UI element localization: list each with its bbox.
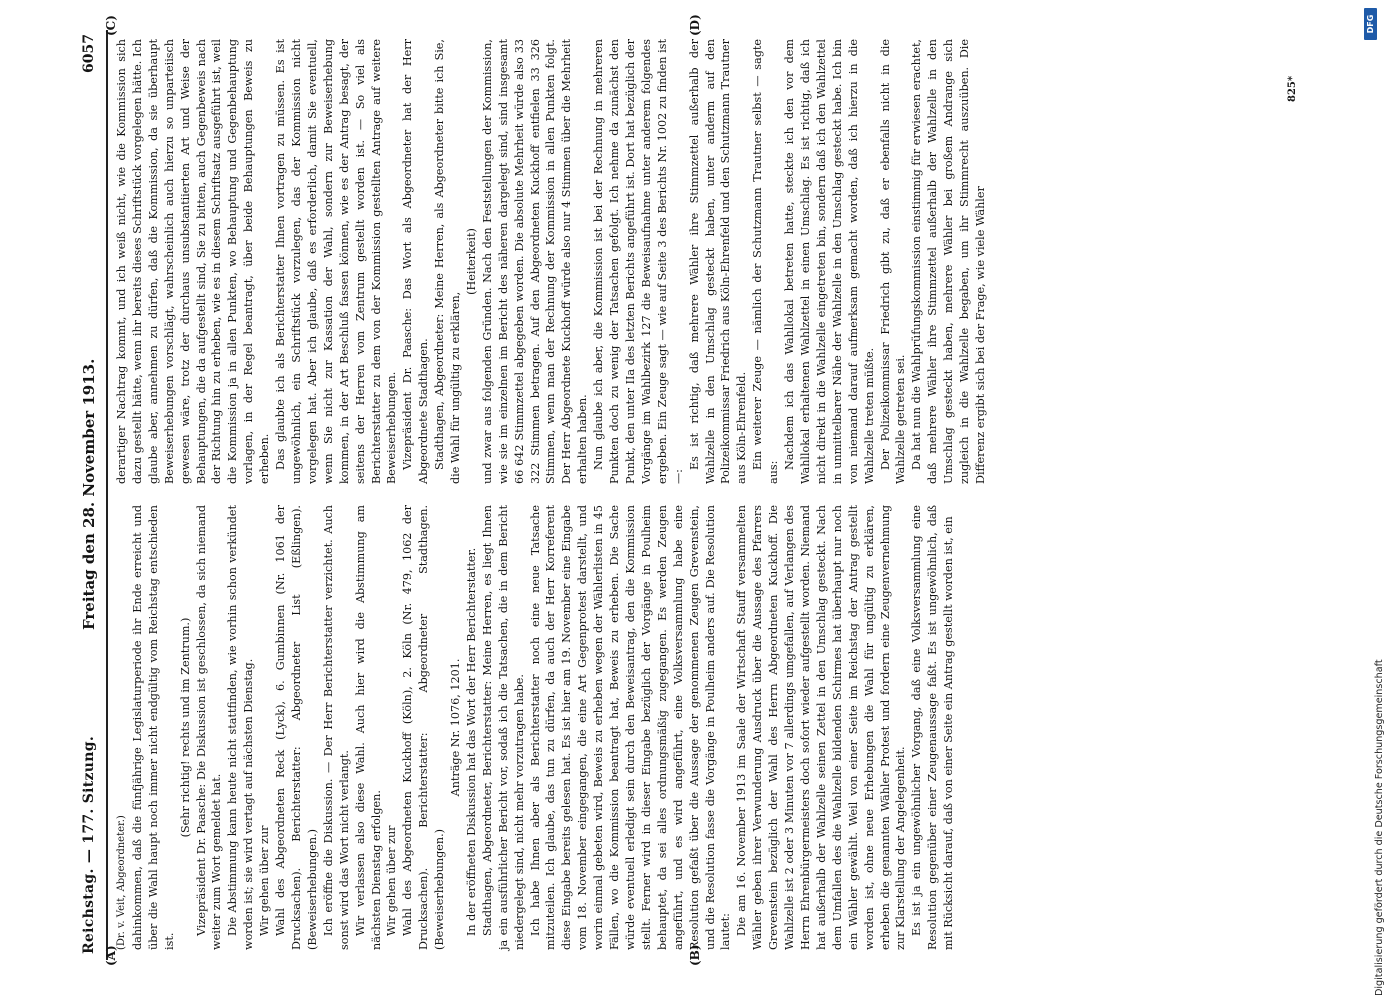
paragraph: Stadthagen, Abgeordneter: Meine Herren, als Abgeordneter bitte ich Sie, die Wahl für ungültig zu erklären, bbox=[433, 39, 463, 484]
header-session: Reichstag. — 177. Sitzung. bbox=[81, 735, 97, 954]
margin-marker-b: (B) bbox=[688, 944, 702, 966]
paragraph: und zwar aus folgenden Gründen. Nach den Feststellungen der Kommission, wie sie im einzelnen im Bericht des näheren dargelegt sind, sind insgesamt 66 642 Stimmzettel abgegeben worden. Die absolute Mehrheit würde also 33 322 Stimmen betragen. Auf den Abgeordneten Kuckhoff entfielen 33 326 Stimmen, wenn man der Rechnung der Kommission in allen Punkten folgt. Der Herr Abgeordnete Kuckhoff würde also nur 4 Stimmen über die Mehrheit erhalten haben. bbox=[480, 39, 590, 484]
paragraph: Stadthagen, Abgeordneter, Berichterstatter: Meine Herren, es liegt Ihnen ja ein ausführlicher Bericht vor, sodaß ich die Tatsachen, die in dem Bericht niedergelegt sind, nicht mehr vorzutragen habe. bbox=[480, 505, 526, 950]
paragraph: Da hat nun die Wahlprüfungskommission einstimmig für erwiesen erachtet, daß mehrere Wähler ihre Stimmzettel außerhalb der Wahlzelle in den Umschlag gesteckt haben, mehrere Wähler bei großem Andrange sich zugleich in die Wahlzelle begaben, um ihr Stimmrecht auszuüben. Die Differenz ergibt sich bei der Frage, wie viele Wähler bbox=[910, 39, 987, 484]
header-date: Freitag den 28. November 1913. bbox=[80, 358, 98, 630]
paragraph: Wahl des Abgeordneten Reck (Lyck), 6. Gumbinnen (Nr. 1061 der Drucksachen). Berichterstatter: Abgeordneter List (Eßlingen). (Beweiserhebungen.) bbox=[274, 505, 319, 950]
paragraph: In der eröffneten Diskussion hat das Wort der Herr Berichterstatter. bbox=[464, 547, 478, 936]
paragraph: Anträge Nr. 1076, 1201. bbox=[449, 658, 463, 797]
paragraph: Die Abstimmung kann heute nicht stattfinden, wie vorhin schon verkündet worden ist; sie wird vertagt auf nächsten Dienstag. bbox=[226, 505, 256, 950]
dfg-logo bbox=[1364, 8, 1377, 40]
paragraph: (Sehr richtig! rechts und im Zentrum.) bbox=[178, 617, 192, 838]
margin-marker-c: (C) bbox=[104, 15, 118, 36]
margin-marker-d: (D) bbox=[688, 14, 702, 36]
credit-text: Digitalisierung gefördert durch die Deutsche Forschungsgemeinschaft bbox=[1374, 659, 1385, 996]
paragraph: Nachdem ich das Wahllokal betreten hatte, steckte ich den vor dem Wahllokal erhaltenen Wahlzettel in einen Umschlag. Es ist richtig, daß ich nicht direkt in die Wahlzelle eingetreten bin, sondern daß ich den Wahlzettel in unmittelbarer Nähe der Wahlzelle in den Umschlag gesteckt habe. Ich bin von niemand darauf aufmerksam gemacht worden, daß ich hierzu in die Wahlzelle treten müßte. bbox=[783, 39, 876, 484]
paragraph: Nun glaube ich aber, die Kommission ist bei der Rechnung in mehreren Punkten doch zu wenig der Tatsachen gefolgt. Ich nehme da zunächst den Punkt, den unter IIa des letzten Berichts angeführt ist. Dort hat bezüglich der Vorgänge im Wahlbezirk 127 die Beweisaufnahme unter anderem folgendes ergeben. Ein Zeuge sagt — wie auf Seite 3 des Berichts Nr. 1002 zu finden ist —: bbox=[592, 39, 685, 484]
paragraph: dahinkommen, daß die fünfjährige Legislaturperiode ihr Ende erreicht und über die Wahl haupt noch immer nicht endgültig vom Reichstag entschieden ist. bbox=[130, 505, 176, 950]
page-number: 6057 bbox=[81, 34, 97, 73]
paragraph: (Dr. v. Veit, Abgeordneter.) bbox=[116, 815, 127, 950]
margin-marker-a: (A) bbox=[104, 945, 118, 966]
paragraph: Wir gehen über zur bbox=[258, 825, 272, 936]
paragraph: Die am 16. November 1913 im Saale der Wirtschaft Stauff versammelten Wähler geben ihrer Verwunderung Ausdruck über die Aussage des Pfarrers Grevenstein bezüglich der Wahl des Herrn Abgeordneten Kuckhoff. Die Wahlzelle ist 2 oder 3 Minuten vor 7 allerdings umgefallen, auf Verlangen des Herrn Ehrenbürgermeisters doch sofort wieder aufgestellt worden. Niemand hat außerhalb der Wahlzelle seinen Zettel in den Umschlag gesteckt. Nach dem Umfallen des die Wahlzelle bildenden Schirmes hat überhaupt nur noch ein Wähler gewählt. Weil von einer Seite im Reichstag der Antrag gestellt worden ist, ohne neue Erhebungen die Wahl für ungültig zu erklären, erheben die genannten Wähler Protest und fordern eine Zeugenvernehmung zur Klarstellung der Angelegenheit. bbox=[735, 505, 908, 950]
paragraph: Ein weiterer Zeuge — nämlich der Schutzmann Trautner selbst — sagte aus: bbox=[751, 39, 781, 484]
paragraph: Vizepräsident Dr. Paasche: Die Diskussion ist geschlossen, da sich niemand weiter zum Wort gemeldet hat. bbox=[194, 505, 224, 950]
rotated-newspaper-page bbox=[80, 14, 1310, 966]
paragraph: derartiger Nachtrag kommt, und ich weiß nicht, wie die Kommission sich dazu gestellt hätte, wenn ihr bereits dieses Schriftstück vorgelegen hätte. Ich glaube aber, annehmen zu dürfen, daß die Kommission, da sie überhaupt Beweiserhebungen vorschlägt, wahrscheinlich auch hierzu so unparteiisch gewesen wäre, trotz der durchaus unsubstantiierten Art und Weise der Behauptungen, die da aufgestellt sind, Sie zu bitten, auch Gegenbeweis nach der Richtung hin zu erheben, wie es in diesem Schriftsatz ausgeführt ist, weil die Kommission ja in allen Punkten, wo Behauptung und Gegenbehauptung vorlagen, in der Regel beantragt, über beide Behauptungen Beweis zu erheben. bbox=[115, 39, 272, 484]
paragraph: Wir verlassen also diese Wahl. Auch hier wird die Abstimmung am nächsten Dienstag erfolgen. bbox=[353, 505, 383, 950]
paragraph: Es ist richtig, daß mehrere Wähler ihre Stimmzettel außerhalb der Wahlzelle in den Umschlag gesteckt haben, unter anderm auf den Polizeikommissar Friedrich aus Köln-Ehrenfeld und den Schutzmann Trautner aus Köln-Ehrenfeld. bbox=[687, 39, 749, 484]
paragraph: Der Polizeikommissar Friedrich gibt zu, daß er ebenfalls nicht in die Wahlzelle getreten sei. bbox=[878, 39, 908, 484]
dfg-logo-text: DFG bbox=[1366, 14, 1375, 34]
right-text-column bbox=[114, 39, 1304, 484]
page-header bbox=[80, 30, 108, 960]
paragraph: Es ist ja ein ungewöhnlicher Vorgang, daß eine Volksversammlung eine Resolution gegenüber einer Zeugenaussage faßt. Es ist ungewöhnlich, daß mit Rücksicht darauf, daß von einer Seite ein Antrag gestellt worden ist, ein bbox=[910, 505, 956, 950]
paragraph: Ich habe Ihnen aber als Berichterstatter noch eine neue Tatsache mitzuteilen. Ich glaube, das tun zu dürfen, da auch der Herr Korreferent diese Eingabe bereits gelesen hat. Es ist hier am 19. November eine Eingabe vom 18. November eingegangen, die eine Art Gegenprotest darstellt, und worin einmal gebeten wird, Beweis zu erheben wegen der Wählerlisten in 45 Fällen, wo die Kommission beantragt hat, Beweis zu erheben. Die Sache würde eventuell erledigt sein durch den Beweisantrag, den die Kommission stellt. Ferner wird in dieser Eingabe bezüglich der Vorgänge in Poulheim behauptet, da sei alles ordnungsmäßig zugegangen. Es werden Zeugen angeführt, und es wird angeführt, eine Volksversammlung habe eine Resolution gefaßt über die Aussage der genommenen Zeugen Grevenstein, und die Resolution fasse die Vorgänge in Poulheim anders auf. Die Resolution lautet: bbox=[528, 505, 733, 950]
paragraph: Wir gehen über zur bbox=[385, 825, 399, 936]
left-text-column bbox=[114, 505, 1304, 950]
digitization-credit bbox=[1356, 6, 1385, 996]
paragraph: Ich eröffne die Diskussion. — Der Herr Berichterstatter verzichtet. Auch sonst wird das Wort nicht verlangt. bbox=[321, 505, 351, 950]
sheet-number: 825* bbox=[1287, 75, 1298, 102]
paragraph: Vizepräsident Dr. Paasche: Das Wort als Abgeordneter hat der Herr Abgeordnete Stadthagen. bbox=[401, 39, 431, 484]
paragraph: Das glaubte ich als Berichterstatter Ihnen vortragen zu müssen. Es ist ungewöhnlich, ein Schriftstück vorzulegen, das der Kommission nicht vorgelegen hat. Aber ich glaube, daß es erforderlich, damit Sie eventuell, wenn Sie nicht zur Kassation der Wahl, sondern zur Beweiserhebung kommen, in der Art Beschluß fassen können, wie es der Antrag besagt, der seitens der Herren vom Zentrum gestellt worden ist. — So viel als Berichterstatter zu dem von der Kommission gestellten Antrage auf weitere Beweiserhebungen. bbox=[274, 39, 399, 484]
paragraph: (Heiterkeit) bbox=[464, 228, 478, 295]
paragraph: Wahl des Abgeordneten Kuckhoff (Köln), 2. Köln (Nr. 479, 1062 der Drucksachen). Berichterstatter: Abgeordneter Stadthagen. (Beweiserhebungen.) bbox=[401, 505, 447, 950]
